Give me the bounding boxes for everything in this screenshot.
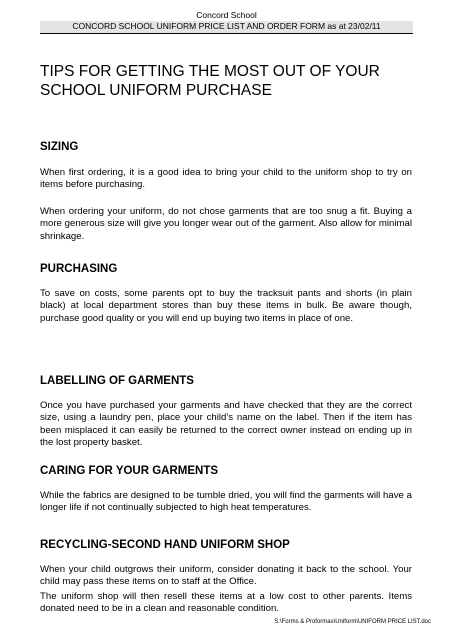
caring-paragraph-1: While the fabrics are designed to be tumble dried, you will find the garments will have a longer life if not continually subjected to high heat temperatures.: [40, 490, 412, 514]
heading-sizing: SIZING: [40, 141, 79, 153]
sizing-paragraph-1: When first ordering, it is a good idea to bring your child to the uniform shop to try on items before purchasing.: [40, 167, 412, 191]
heading-caring: CARING FOR YOUR GARMENTS: [40, 465, 219, 477]
heading-purchasing: PURCHASING: [40, 263, 118, 275]
page-header: [40, 10, 413, 34]
heading-recycling: RECYCLING-SECOND HAND UNIFORM SHOP: [40, 539, 290, 551]
sizing-paragraph-2: When ordering your uniform, do not chose garments that are too snug a fit. Buying a more generous size will give you longer wear out of the garment. Also allow for minimal shrinkage.: [40, 206, 412, 242]
purchasing-paragraph-1: To save on costs, some parents opt to buy the tracksuit pants and shorts (in plain black) at local department stores than buy these items in bulk. Be aware though, purchase good quality or you will end up buying two items in place of one.: [40, 288, 412, 324]
document-subtitle: CONCORD SCHOOL UNIFORM PRICE LIST AND ORDER FORM as at 23/02/11: [40, 21, 413, 34]
labelling-paragraph-1: Once you have purchased your garments and have checked that they are the correct size, using a laundry pen, place your child’s name on the label. Then if the item has been misplaced it can easily be returned to the correct owner instead on ending up in the lost property basket.: [40, 400, 412, 449]
file-path-footer: S:\Forms & Proformas\Uniform\UNIFORM PRICE LIST.doc: [274, 619, 431, 625]
recycling-paragraph-2: The uniform shop will then resell these items at a low cost to other parents. Items donated need to be in a clean and reasonable condition.: [40, 591, 412, 615]
page-title: TIPS FOR GETTING THE MOST OUT OF YOUR SCHOOL UNIFORM PURCHASE: [40, 63, 380, 99]
school-name: Concord School: [196, 10, 257, 20]
recycling-paragraph-1: When your child outgrows their uniform, consider donating it back to the school. Your child may pass these items on to staff at the Office.: [40, 564, 412, 588]
heading-labelling: LABELLING OF GARMENTS: [40, 375, 194, 387]
